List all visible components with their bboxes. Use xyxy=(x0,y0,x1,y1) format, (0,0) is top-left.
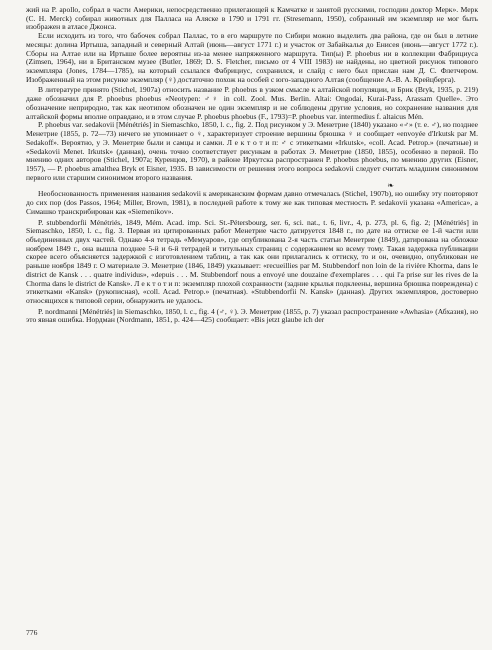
paragraph-2: Если исходить из того, что бабочек собрал Паллас, то в его маршруте по Сибири можно выделить два района, где он был в летние месяцы: долина Иртыша, западный и северный Алтай (июнь—август 1771 г.) и участок от Забайкалья до Енисея (июнь—август 1772 г.). Сборы на Алтае или на Иртыше более вероятны из-за менее напряженного маршрута. Тип(ы) P. phoebus ни в коллекции Фабрициуса (Zimsen, 1964), ни в Британском музее (Butler, 1869; D. S. Fletcher, письмо от 4 VIII 1983) не найдены, но цветной рисунок типового экземпляра (Jones, 1784—1785), на который ссылался Фабрициус, сохранился, и слайд с него был прислан нам Д. С. Флетчером. Изображенный на этом рисунке экземпляр (♀) достаточно похож на особей с юго-западного Алтая (сообщение А.-В. А. Крейцберга). xyxy=(26,31,478,84)
paragraph-1: жий на P. apollo, собрал в части Америки, непосредственно прилегающей к Камчатке и занятой русскими, господин доктор Мерк». Мерк (С. H. Merck) собирал животных для Палласа на Аляске в 1790 и 1791 гг. (Stresemann, 1950), собранный им экземпляр не мог быть изображен в атласе Джонса. xyxy=(26,5,478,32)
paragraph-5: Необоснованность применения названия sedakovii к американским формам давно отмечалась (Stichel, 1907b), но ошибку эту повторяют до сих пор (dos Passos, 1964; Miller, Brown, 1981), в последней работе к тому же как типовая местность P. sedakovii указана «America», а Симашко транскрибирован как «Siemenikov». xyxy=(26,189,478,216)
paragraph-7: P. nordmanni [Ménétriés] in Siemaschko, 1850, l. c., fig. 4 (♂, ♀). Э. Менетрие (1855, p. 7) указал распространение «Awhasia» (Абхазия), но это явная ошибка. Нордман (Nordmann, 1851, p. 424—425) сообщает: «Bis jetzt glaube ich der xyxy=(26,306,478,325)
paragraph-3: В литературе принято (Stichel, 1907а) относить название P. phoebus в узком смысле к алтайской популяции, и Брик (Bryk, 1935, p. 219) даже обозначил для P. phoebus phoebus «Neotypen: ♂♀ in coll. Zool. Mus. Berlin. Altai: Ongodai, Kurai-Pass, Arassam Quelle». Это обозначение неприродно, так как неотипом обозначен не один экземпляр и не соблюдены другие условия, но сохранение названия для алтайской формы вполне оправдано, и в этом случае P. phoebus phoebus (F., 1793)=P. phoebus var. intermedius f. altaicus Mén. xyxy=(26,85,478,121)
paragraph-4: P. phoebus var. sedakovii [Ménétriés] in Siemaschko, 1850, l. c., fig. 2. Под рисунком у Э. Менетрие (1840) указано «♂» (т. е. ♂), но позднее Менетрие (1855, p. 72—73) ничего не упоминает о ♀, характеризует строение вершины брюшка ♀ и сообщает «envoyée d'Irkutsk par M. Sedakoff». Вероятно, у Э. Менетрие были и самцы и самки. Л е к т о т и п: ♂ с этикетками «Irkutsk», «coll. Acad. Petrop.» (печатные) и «Sedakovii Menet. Irkutsk» (данная), очень точно соответствует рисункам в работах Э. Менетрие (1850, 1855), особенно в первой. По мнению одних авторов (Stichel, 1907а; Куренцов, 1970), в районе Иркутска распространен P. phoebus phoebus, по мнению других (Eisner, 1957), — P. phoebus amalthea Bryk et Eisner, 1935. В зависимости от решения этого вопроса sedakovii следует считать младшим синонимом первого или старшим синонимом второго названия. xyxy=(26,120,478,182)
paragraph-6: P. stubbendorfii Ménétriés, 1849, Mém. Acad. imp. Sci. St.-Pétersbourg, ser. 6, sci. nat., t. 6, livr., 4, p. 273, pl. 6, fig. 2; [Ménétriés] in Siemaschko, 1850, l. c., fig. 3. Первая из цитированных работ Менетрие часто датируется 1848 г., по дате на оттиске ее 1-й части или объединенных двух частей. Однако 4-я тетрадь «Мемуаров», где опубликована 2-я часть статьи Менетрие (1849), датирована на обложке ноябрем 1849 г., она вышла позднее 5-й и 6-й тетрадей и титульных страниц с содержанием ко всему тому. Такая задержка публикации скорее всего объясняется задержкой с изготовлением таблиц, а так как они прилагались к оттиску, то и он, очевидно, опубликован не раньше ноября 1849 г. О материале Э. Менетрие (1846, 1849) указывает: «recueillies par M. Stubbendorf non loin de la rivière Khorma, dans le district de Kansk . . . quatre individus», «depuis . . . M. Stubbendorf nous a envoyé une douzaine d'exemplares . . . qui l'a prise sur les rives de la Chorma dans le district de Kansk». Л е к т о т и п: экземпляр плохой сохранности (задние крылья подклеены, вершина брюшка повреждена) с этикетками «Kansk» (рукописная), «coll. Acad. Petrop.» (печатная). «Stubbendorfii N. Kansk» (данная). Других экземпляров, достоверно относящихся к типовой серии, обнаружить не удалось. xyxy=(26,217,478,305)
section-ornament: ❧ xyxy=(387,181,394,191)
page-number: 776 xyxy=(26,628,38,637)
